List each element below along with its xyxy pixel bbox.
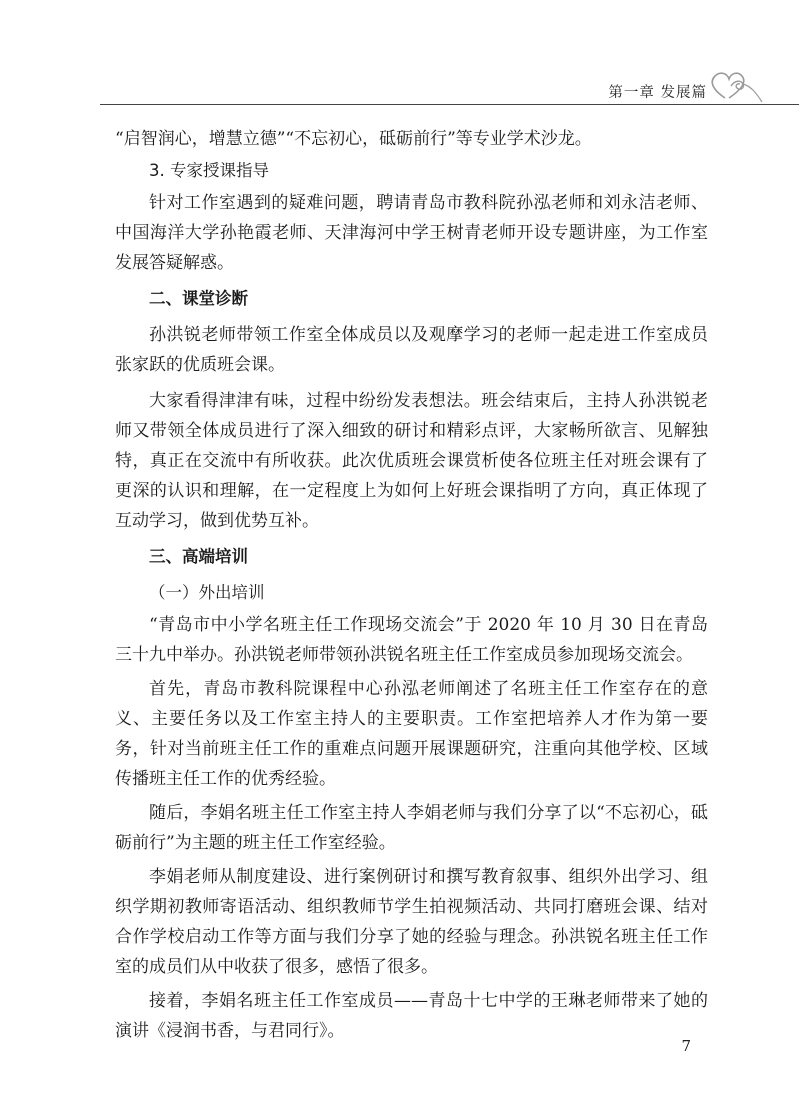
paragraph-outside-3: 随后，李娟名班主任工作室主持人李娟老师与我们分享了以“不忘初心，砥砺前行”为主题的班主任工作室经验。 <box>115 803 708 853</box>
heading-expert-guidance: 3. 专家授课指导 <box>149 161 269 180</box>
header-rule <box>100 104 799 105</box>
paragraph-intro: “启智润心，增慧立德”“不忘初心，砥砺前行”等专业学术沙龙。 <box>115 129 592 149</box>
chapter-label: 第一章 发展篇 <box>608 85 707 101</box>
paragraph-outside-1: “青岛市中小学名班主任工作现场交流会”于 2020 年 10 月 30 日在青岛三十九中举办。孙洪锐老师带领孙洪锐名班主任工作室成员参加现场交流会。 <box>115 615 708 665</box>
page-number: 7 <box>681 1037 691 1055</box>
paragraph-classroom-2: 大家看得津津有味，过程中纷纷发表想法。班会结束后，主持人孙洪锐老师又带领全体成员进行了深入细致的研讨和精彩点评，大家畅所欲言、见解独特，真正在交流中有所收获。此次优质班会课赏析使各位班主任对班会课有了更深的认识和理解，在一定程度上为如何上好班会课指明了方向，真正体现了互动学习，做到优势互补。 <box>115 391 708 531</box>
paragraph-expert-guidance: 针对工作室遇到的疑难问题，聘请青岛市教科院孙泓老师和刘永洁老师、中国海洋大学孙艳霞老师、天津海河中学王树青老师开设专题讲座，为工作室发展答疑解惑。 <box>115 193 708 273</box>
paragraph-outside-4: 李娟老师从制度建设、进行案例研讨和撰写教育叙事、组织外出学习、组织学期初教师寄语活动、组织教师节学生拍视频活动、共同打磨班会课、结对合作学校启动工作等方面与我们分享了她的经验与理念。孙洪锐名班主任工作室的成员们从中收获了很多，感悟了很多。 <box>115 867 708 977</box>
heading-high-end-training: 三、高端培训 <box>149 547 248 566</box>
paragraph-classroom-1: 孙洪锐老师带领工作室全体成员以及观摩学习的老师一起走进工作室成员张家跃的优质班会课。 <box>115 325 708 375</box>
heart-swirl-icon <box>707 64 763 104</box>
paragraph-outside-5: 接着，李娟名班主任工作室成员——青岛十七中学的王琳老师带来了她的演讲《浸润书香，与君同行》。 <box>115 991 708 1041</box>
paragraph-outside-2: 首先，青岛市教科院课程中心孙泓老师阐述了名班主任工作室存在的意义、主要任务以及工作室主持人的主要职责。工作室把培养人才作为第一要务，针对当前班主任工作的重难点问题开展课题研究，注重向其他学校、区域传播班主任工作的优秀经验。 <box>115 679 708 789</box>
heading-outside-training: （一）外出培训 <box>149 583 265 602</box>
body-text <box>115 124 708 1046</box>
heading-classroom-diagnosis: 二、课堂诊断 <box>149 289 248 308</box>
